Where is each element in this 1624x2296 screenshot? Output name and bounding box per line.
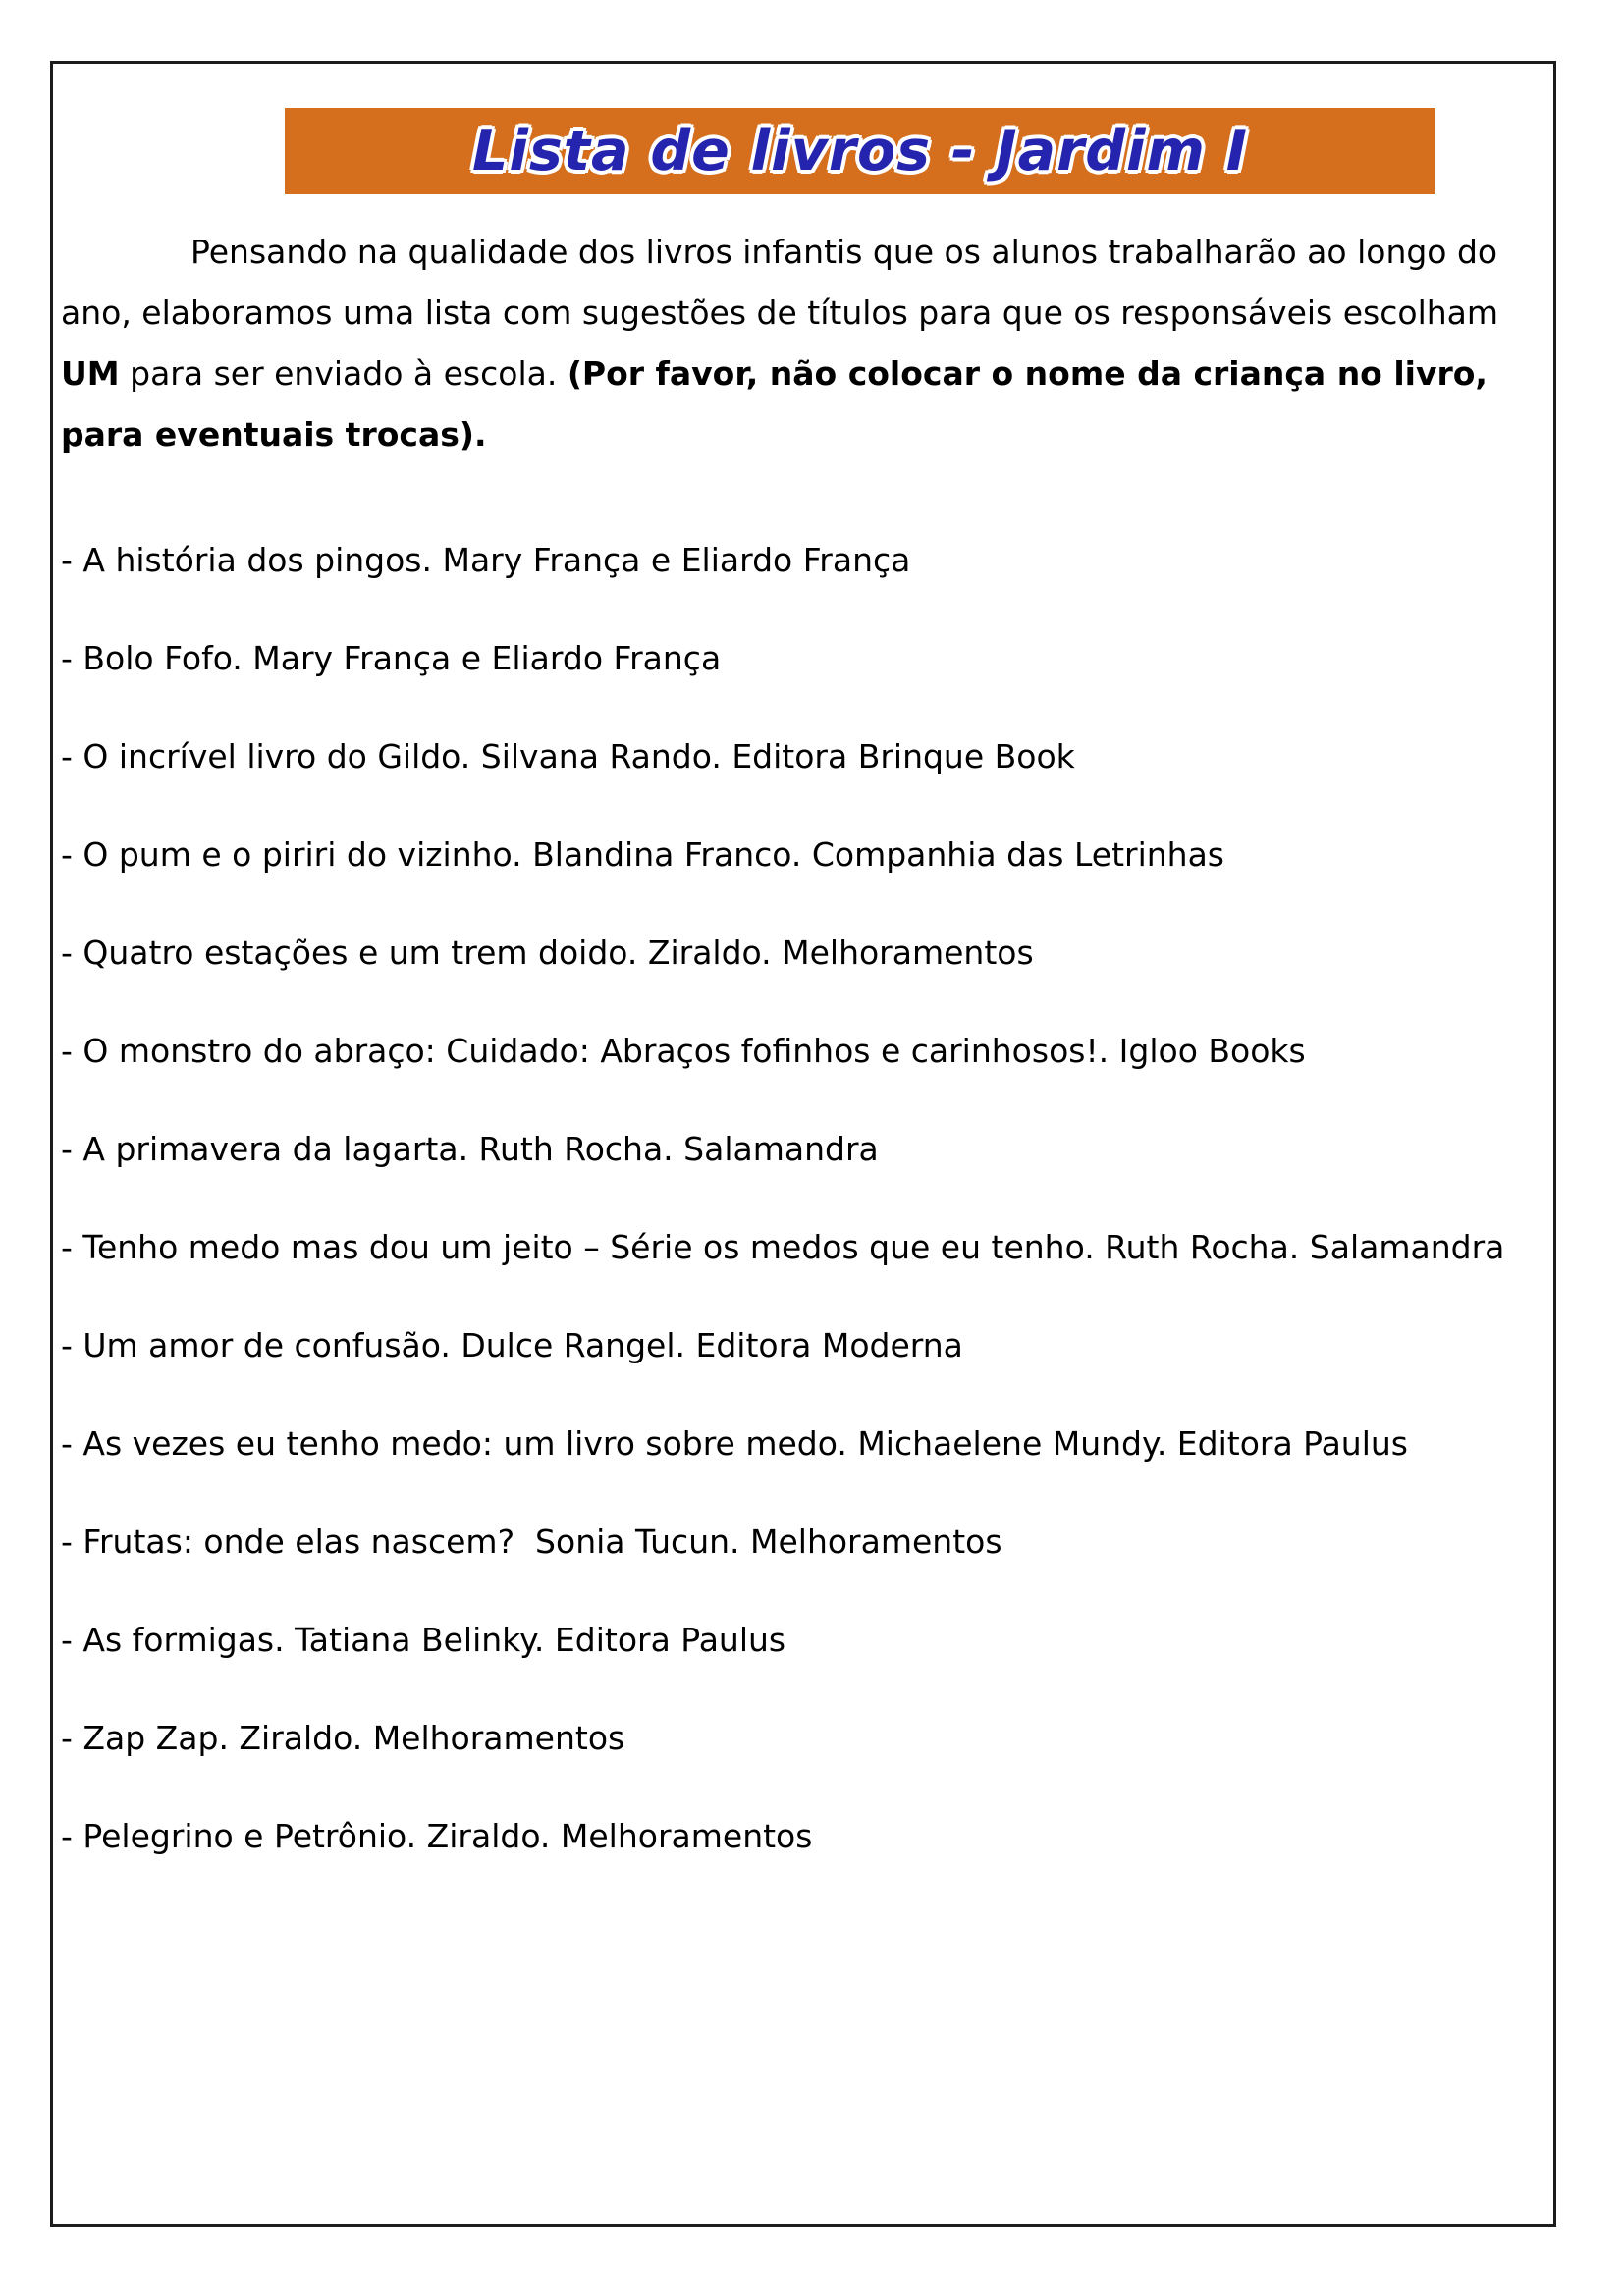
document-body (53, 194, 1553, 1867)
book-list-item: - Bolo Fofo. Mary França e Eliardo França (61, 639, 722, 677)
book-list-item: - O incrível livro do Gildo. Silvana Rando. Editora Brinque Book (61, 737, 1075, 775)
book-list-item: - Quatro estações e um trem doido. Ziraldo. Melhoramentos (61, 934, 1034, 972)
book-list-item: - Um amor de confusão. Dulce Rangel. Editora Moderna (61, 1326, 963, 1364)
book-list-item: - As formigas. Tatiana Belinky. Editora Paulus (61, 1621, 786, 1659)
book-list-item: - A história dos pingos. Mary França e Eliardo França (61, 541, 911, 579)
book-list-item: - O monstro do abraço: Cuidado: Abraços fofinhos e carinhosos!. Igloo Books (61, 1032, 1306, 1070)
book-list-item: - Zap Zap. Ziraldo. Melhoramentos (61, 1719, 625, 1757)
book-list-item: - As vezes eu tenho medo: um livro sobre medo. Michaelene Mundy. Editora Paulus (61, 1424, 1408, 1463)
title-banner (285, 108, 1435, 194)
page-title: Lista de livros - Jardim I (472, 119, 1248, 184)
intro-text-2: para ser enviado à escola. (119, 354, 568, 393)
book-list-item: - O pum e o piriri do vizinho. Blandina Franco. Companhia das Letrinhas (61, 835, 1224, 874)
page-border-frame (50, 61, 1556, 2227)
book-list-item: - Pelegrino e Petrônio. Ziraldo. Melhoramentos (61, 1817, 813, 1855)
book-list-item: - Tenho medo mas dou um jeito – Série os medos que eu tenho. Ruth Rocha. Salamandra (61, 1228, 1505, 1266)
book-list-item: - A primavera da lagarta. Ruth Rocha. Salamandra (61, 1130, 879, 1168)
intro-paragraph (61, 222, 1516, 465)
intro-bold-note: (Por favor, não colocar o nome da criança no livro, para eventuais trocas). (61, 354, 1499, 454)
intro-text-1: Pensando na qualidade dos livros infantis que os alunos trabalharão ao longo do ano, elaboramos uma lista com sugestões de títulos para que os responsáveis escolham (61, 233, 1509, 332)
intro-bold-um: UM (61, 354, 120, 393)
book-list-item: - Frutas: onde elas nascem? Sonia Tucun. Melhoramentos (61, 1522, 1002, 1561)
